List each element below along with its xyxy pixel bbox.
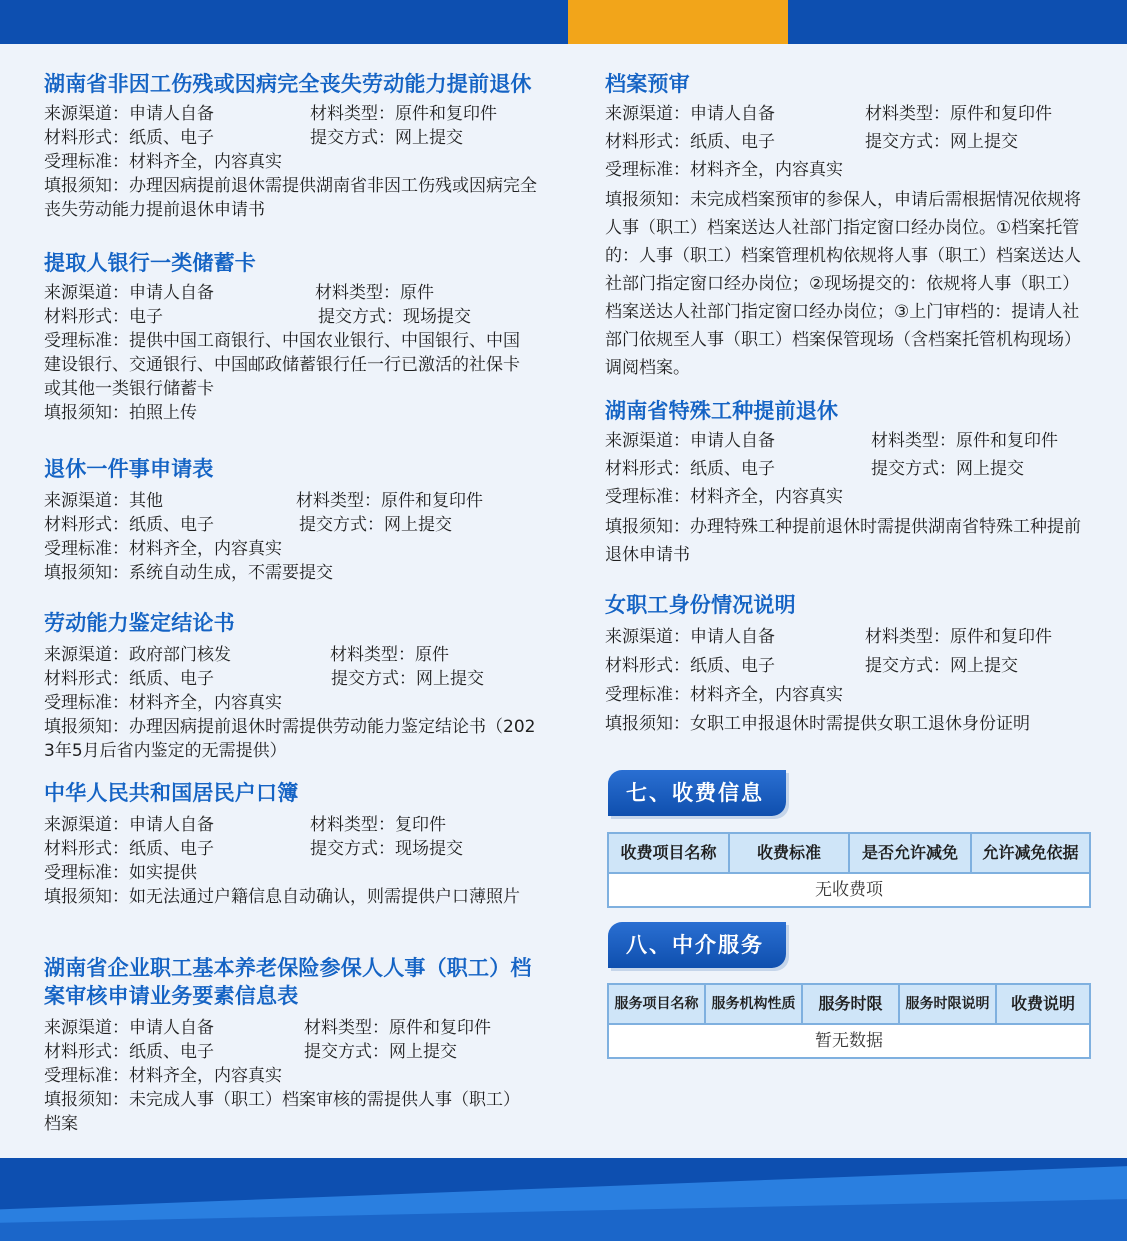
material-section xyxy=(44,249,534,425)
material-type: 材料类型：原件和复印件 xyxy=(865,627,1052,647)
source-channel: 来源渠道：其他 xyxy=(44,491,163,511)
agency-table xyxy=(607,983,1091,1059)
filling-notes: 填报须知：办理因病提前退休需提供湖南省非因工伤残或因病完全丧失劳动能力提前退休申请书 xyxy=(44,176,537,220)
agency-table-header xyxy=(609,985,1089,1023)
agency-col-fee-note: 收费说明 xyxy=(1010,994,1075,1013)
material-section xyxy=(44,455,534,585)
submit-method: 提交方式：网上提交 xyxy=(304,1042,457,1062)
agency-empty-row: 暂无数据 xyxy=(609,1023,1089,1057)
acceptance-standard: 受理标准：材料齐全，内容真实 xyxy=(44,693,282,713)
material-form: 材料形式：纸质、电子 xyxy=(605,656,775,676)
material-form: 材料形式：纸质、电子 xyxy=(44,1042,214,1062)
fees-col-reduction-allowed: 是否允许减免 xyxy=(850,834,972,872)
fees-col-item-name: 收费项目名称 xyxy=(609,834,730,872)
material-section xyxy=(44,609,536,763)
material-section xyxy=(44,779,536,909)
material-form: 材料形式：纸质、电子 xyxy=(605,459,775,479)
source-channel: 来源渠道：申请人自备 xyxy=(605,627,775,647)
bottom-banner xyxy=(0,1158,1127,1241)
source-channel: 来源渠道：申请人自备 xyxy=(44,104,214,124)
source-channel: 来源渠道：申请人自备 xyxy=(605,104,775,124)
filling-notes: 填报须知：办理特殊工种提前退休时需提供湖南省特殊工种提前退休申请书 xyxy=(605,517,1081,565)
filling-notes: 填报须知：拍照上传 xyxy=(44,403,197,423)
material-type: 材料类型：复印件 xyxy=(310,815,446,835)
fees-table-header xyxy=(609,834,1089,872)
section-title: 劳动能力鉴定结论书 xyxy=(44,611,235,635)
source-channel: 来源渠道：政府部门核发 xyxy=(44,645,231,665)
source-channel: 来源渠道：申请人自备 xyxy=(605,431,775,451)
material-form: 材料形式：纸质、电子 xyxy=(605,132,775,152)
material-form: 材料形式：纸质、电子 xyxy=(44,669,214,689)
acceptance-standard: 受理标准：材料齐全，内容真实 xyxy=(605,160,843,180)
section-title: 提取人银行一类储蓄卡 xyxy=(44,251,256,275)
top-accent-bar xyxy=(568,0,788,44)
material-form: 材料形式：电子 xyxy=(44,307,163,327)
section-title: 中华人民共和国居民户口簿 xyxy=(44,781,299,805)
section-title: 湖南省企业职工基本养老保险参保人人事（职工）档案审核申请业务要素信息表 xyxy=(44,956,532,1008)
filling-notes: 填报须知：如无法通过户籍信息自动确认，则需提供户口薄照片 xyxy=(44,887,520,907)
submit-method: 提交方式：网上提交 xyxy=(865,132,1018,152)
agency-col-time-note: 服务时限说明 xyxy=(900,985,997,1023)
material-type: 材料类型：原件 xyxy=(330,645,449,665)
fees-heading: 七、收费信息 xyxy=(608,770,786,816)
submit-method: 提交方式：网上提交 xyxy=(871,459,1024,479)
acceptance-standard: 受理标准：材料齐全，内容真实 xyxy=(44,539,282,559)
material-type: 材料类型：原件和复印件 xyxy=(296,491,483,511)
agency-col-time-limit: 服务时限 xyxy=(803,985,900,1023)
submit-method: 提交方式：网上提交 xyxy=(331,669,484,689)
fees-empty-row: 无收费项 xyxy=(609,872,1089,906)
submit-method: 提交方式：网上提交 xyxy=(299,515,452,535)
source-channel: 来源渠道：申请人自备 xyxy=(44,1018,214,1038)
acceptance-standard: 受理标准：如实提供 xyxy=(44,863,197,883)
source-channel: 来源渠道：申请人自备 xyxy=(44,815,214,835)
source-channel: 来源渠道：申请人自备 xyxy=(44,283,214,303)
material-type: 材料类型：原件和复印件 xyxy=(865,104,1052,124)
acceptance-standard: 受理标准：提供中国工商银行、中国农业银行、中国银行、中国建设银行、交通银行、中国邮政储蓄银行任一行已激活的社保卡或其他一类银行储蓄卡 xyxy=(44,331,520,399)
submit-method: 提交方式：网上提交 xyxy=(310,128,463,148)
material-section xyxy=(605,397,1095,569)
submit-method: 提交方式：网上提交 xyxy=(865,656,1018,676)
filling-notes: 填报须知：女职工申报退休时需提供女职工退休身份证明 xyxy=(605,714,1030,734)
material-form: 材料形式：纸质、电子 xyxy=(44,128,214,148)
section-title: 湖南省非因工伤残或因病完全丧失劳动能力提前退休 xyxy=(44,72,532,96)
filling-notes: 填报须知：系统自动生成，不需要提交 xyxy=(44,563,333,583)
fees-table xyxy=(607,832,1091,908)
material-form: 材料形式：纸质、电子 xyxy=(44,515,214,535)
filling-notes: 填报须知：办理因病提前退休时需提供劳动能力鉴定结论书（2023年5月后省内鉴定的无需提供） xyxy=(44,717,536,761)
filling-notes: 填报须知：未完成档案预审的参保人，申请后需根据情况依规将人事（职工）档案送达人社部门指定窗口经办岗位。①档案托管的：人事（职工）档案管理机构依规将人事（职工）档案送达人社部门指定窗口经办岗位；②现场提交的：依规将人事（职工）档案送达人社部门指定窗口经办岗位；③上门审档的：提请人社部门依规至人事（职工）档案保管现场（含档案托管机构现场）调阅档案。 xyxy=(605,190,1081,378)
acceptance-standard: 受理标准：材料齐全，内容真实 xyxy=(44,152,282,172)
material-section xyxy=(44,70,544,222)
fees-col-reduction-basis: 允许减免依据 xyxy=(982,843,1079,862)
fees-col-standard: 收费标准 xyxy=(730,834,850,872)
material-section xyxy=(44,954,536,1136)
acceptance-standard: 受理标准：材料齐全，内容真实 xyxy=(605,487,843,507)
section-title: 湖南省特殊工种提前退休 xyxy=(605,399,839,423)
material-section xyxy=(605,591,1095,736)
submit-method: 提交方式：现场提交 xyxy=(310,839,463,859)
filling-notes: 填报须知：未完成人事（职工）档案审核的需提供人事（职工）档案 xyxy=(44,1090,520,1134)
acceptance-standard: 受理标准：材料齐全，内容真实 xyxy=(605,685,843,705)
submit-method: 提交方式：现场提交 xyxy=(318,307,471,327)
material-type: 材料类型：原件和复印件 xyxy=(310,104,497,124)
material-section xyxy=(605,70,1095,382)
section-title: 档案预审 xyxy=(605,72,690,96)
material-type: 材料类型：原件和复印件 xyxy=(871,431,1058,451)
top-banner xyxy=(0,0,1127,44)
material-type: 材料类型：原件和复印件 xyxy=(304,1018,491,1038)
material-form: 材料形式：纸质、电子 xyxy=(44,839,214,859)
material-type: 材料类型：原件 xyxy=(315,283,434,303)
section-title: 退休一件事申请表 xyxy=(44,457,214,481)
agency-heading: 八、中介服务 xyxy=(608,922,786,968)
section-title: 女职工身份情况说明 xyxy=(605,593,796,617)
agency-col-item-name: 服务项目名称 xyxy=(609,985,706,1023)
acceptance-standard: 受理标准：材料齐全，内容真实 xyxy=(44,1066,282,1086)
agency-col-org-nature: 服务机构性质 xyxy=(706,985,803,1023)
